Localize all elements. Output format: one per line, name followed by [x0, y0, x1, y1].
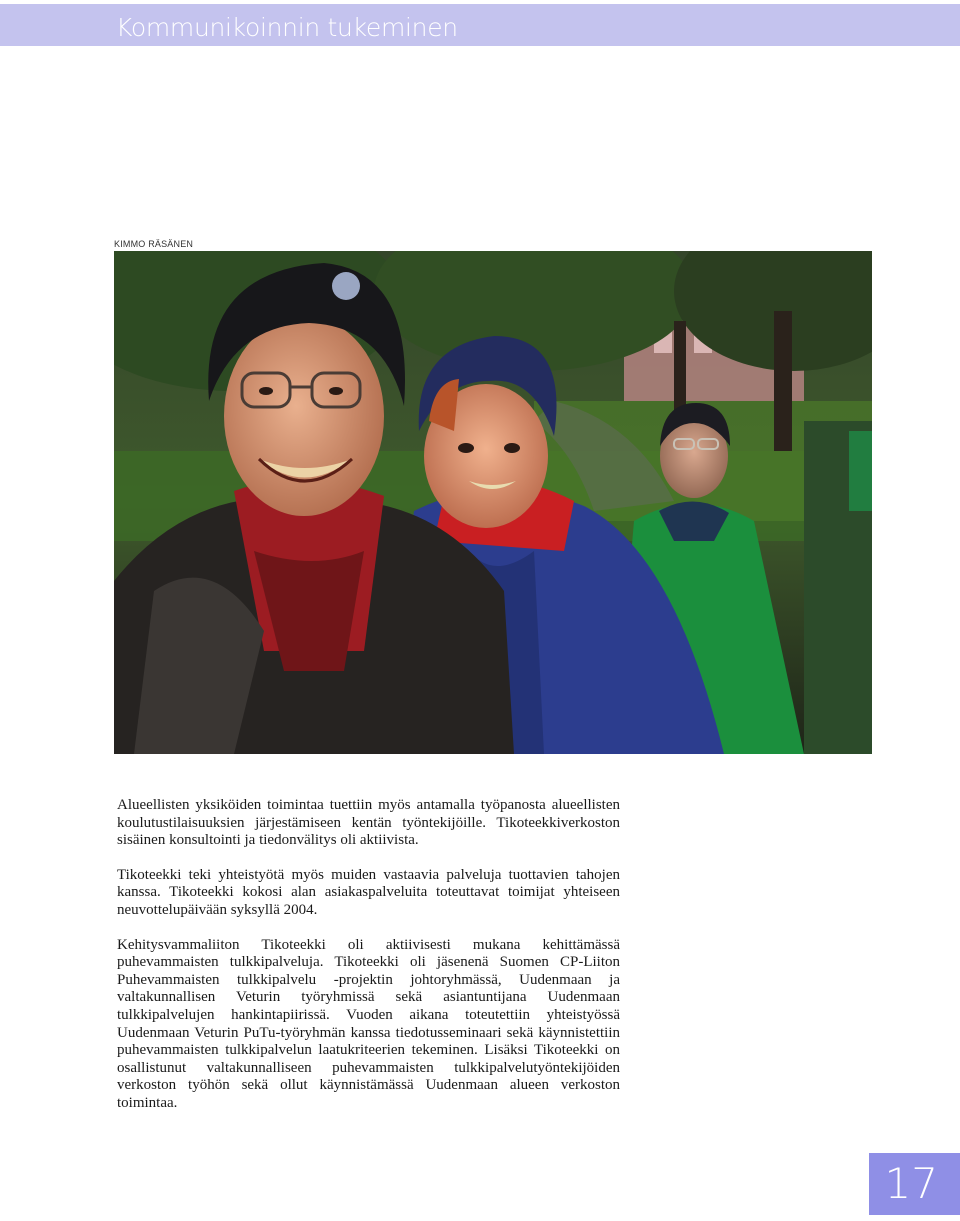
paragraph-2: Tikoteekki teki yhteistyötä myös muiden vastaavia palveluja tuottavien tahojen kanssa. Tikoteekki kokosi alan asiakaspalveluita toteuttavat toimijat yhteiseen neuvottelupäivään syksyllä 2004. [117, 866, 620, 918]
header-bar [0, 4, 960, 46]
paragraph-3: Kehitysvammaliiton Tikoteekki oli aktiivisesti mukana kehittämässä puhevammaisten tulkkipalveluja. Tikoteekki oli jäsenenä Suomen CP-Liiton Puhevammaisten tulkkipalvelu -projektin johtoryhmässä, Uudenmaan ja valtakunnallisen Veturin työryhmissä sekä asiantuntijana Uudenmaan tulkkipalvelujen hankintapiirissä. Vuoden aikana toteutettiin yhteistyössä Uudenmaan Veturin PuTu-työryhmän kanssa tiedotusseminaari sekä käynnistettiin puhevammaisten tulkkipalvelun laatukriteerien tekeminen. Lisäksi Tikoteekki on osallistunut valtakunnalliseen puhevammaisten tulkkipalvelutyöntekijöiden verkoston työhön sekä ollut käynnistämässä Uudenmaan alueen verkoston toimintaa. [117, 936, 620, 1111]
photo [114, 251, 872, 754]
section-title: Kommunikoinnin tukeminen [116, 13, 458, 42]
body-text [117, 797, 620, 1130]
photo-credit: KIMMO RÄSÄNEN [114, 239, 194, 249]
paragraph-1: Alueellisten yksiköiden toimintaa tuettiin myös antamalla työpanosta alueellisten koulutustilaisuuksien järjestämiseen kentän työntekijöille. Tikoteekkiverkoston sisäinen konsultointi ja tiedonvälitys oli aktiivista. [117, 797, 620, 849]
page-number-box [869, 1153, 960, 1215]
page-number: 17 [884, 1159, 938, 1208]
